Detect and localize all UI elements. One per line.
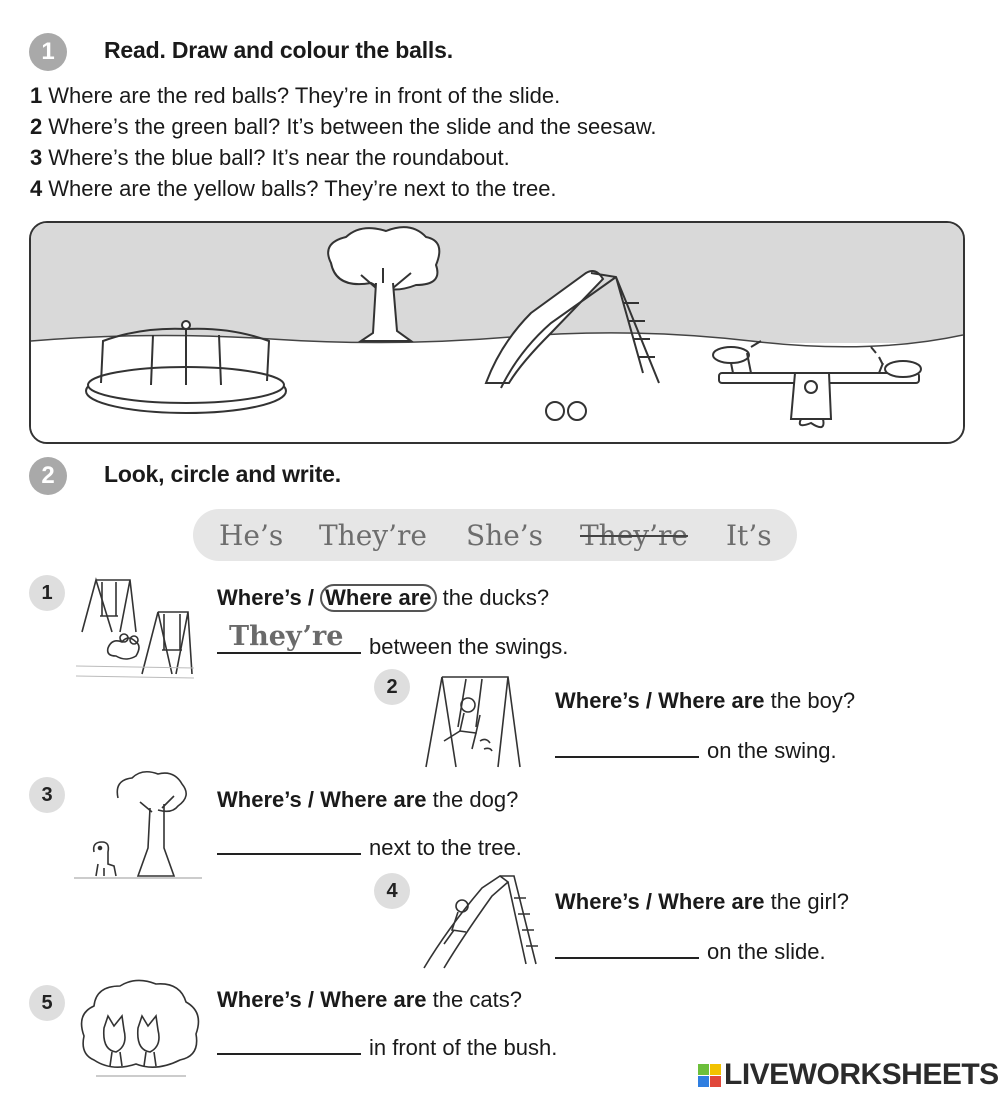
answer-text-1: They’re [229,621,344,652]
ball-drawing [568,402,586,420]
logo-text: LIVEWORKSHEETS [724,1058,999,1091]
word-bank-item: It’s [726,519,772,552]
answer-completion: between the swings. [369,634,569,659]
option-wheres[interactable]: Where’s [555,688,640,713]
logo-mark-square [698,1076,709,1087]
word-bank-item: They’re [319,519,427,552]
logo-mark-square [698,1064,709,1075]
option-where-are[interactable]: Where are [320,987,427,1012]
question-3-answer-row [217,831,522,861]
question-subject: the boy? [770,688,856,713]
logo-mark-icon [698,1064,721,1087]
answer-field-2[interactable] [555,734,699,758]
option-where-are[interactable]: Where are [320,787,427,812]
dog-tree-picture [74,768,202,889]
option-separator: / [307,585,315,610]
question-2-text [555,688,855,714]
word-bank-item: He’s [219,519,284,552]
answer-field-5[interactable] [217,1031,361,1055]
section-1-title: Read. Draw and colour the balls. [104,37,453,63]
question-subject: the ducks? [442,585,550,610]
question-5-answer-row [217,1031,557,1061]
instruction-item-4: 4 Where are the yellow balls? They’re next to the tree. [30,176,557,201]
question-subject: the girl? [770,889,849,914]
word-bank [193,509,797,561]
option-wheres[interactable]: Where’s [555,889,640,914]
word-bank-item: She’s [466,519,544,552]
option-where-are-circled[interactable]: Where are [320,584,436,612]
question-5-text [217,987,522,1013]
word-bank-item-used: They’re [580,519,688,552]
playground-drawing-area[interactable] [29,221,965,444]
answer-completion: on the swing. [707,738,837,763]
question-1-badge: 1 [29,575,65,611]
logo-mark-square [710,1076,721,1087]
question-1-text [217,584,549,612]
section-1-badge: 1 [29,33,67,71]
question-2-answer-row [555,734,837,764]
cats-bush-picture [76,976,204,1089]
question-4-text [555,889,849,915]
question-3-badge: 3 [29,777,65,813]
question-1-answer-row [217,621,569,660]
option-separator: / [307,787,315,812]
option-separator: / [307,987,315,1012]
question-2-badge: 2 [374,669,410,705]
option-where-are[interactable]: Where are [658,688,765,713]
swings-ducks-picture [76,576,194,685]
option-wheres[interactable]: Where’s [217,585,302,610]
liveworksheets-logo [698,1058,999,1092]
answer-field-1[interactable] [217,621,361,654]
option-wheres[interactable]: Where’s [217,787,302,812]
section-2-title: Look, circle and write. [104,461,341,487]
option-separator: / [645,889,653,914]
question-3-text [217,787,518,813]
answer-field-4[interactable] [555,935,699,959]
question-subject: the cats? [432,987,522,1012]
question-5-badge: 5 [29,985,65,1021]
logo-mark-square [710,1064,721,1075]
answer-field-3[interactable] [217,831,361,855]
instruction-item-3: 3 Where’s the blue ball? It’s near the roundabout. [30,145,510,170]
section-2-badge: 2 [29,457,67,495]
option-wheres[interactable]: Where’s [217,987,302,1012]
option-separator: / [645,688,653,713]
playground-illustration [31,223,963,442]
instruction-item-2: 2 Where’s the green ball? It’s between the slide and the seesaw. [30,114,657,139]
question-subject: the dog? [432,787,519,812]
instruction-item-1: 1 Where are the red balls? They’re in front of the slide. [30,83,561,108]
girl-slide-picture [418,868,548,979]
boy-swing-picture [420,671,528,774]
ball-drawing [546,402,564,420]
answer-completion: next to the tree. [369,835,522,860]
question-4-answer-row [555,935,826,965]
answer-completion: on the slide. [707,939,826,964]
option-where-are[interactable]: Where are [658,889,765,914]
answer-completion: in front of the bush. [369,1035,558,1060]
question-4-badge: 4 [374,873,410,909]
